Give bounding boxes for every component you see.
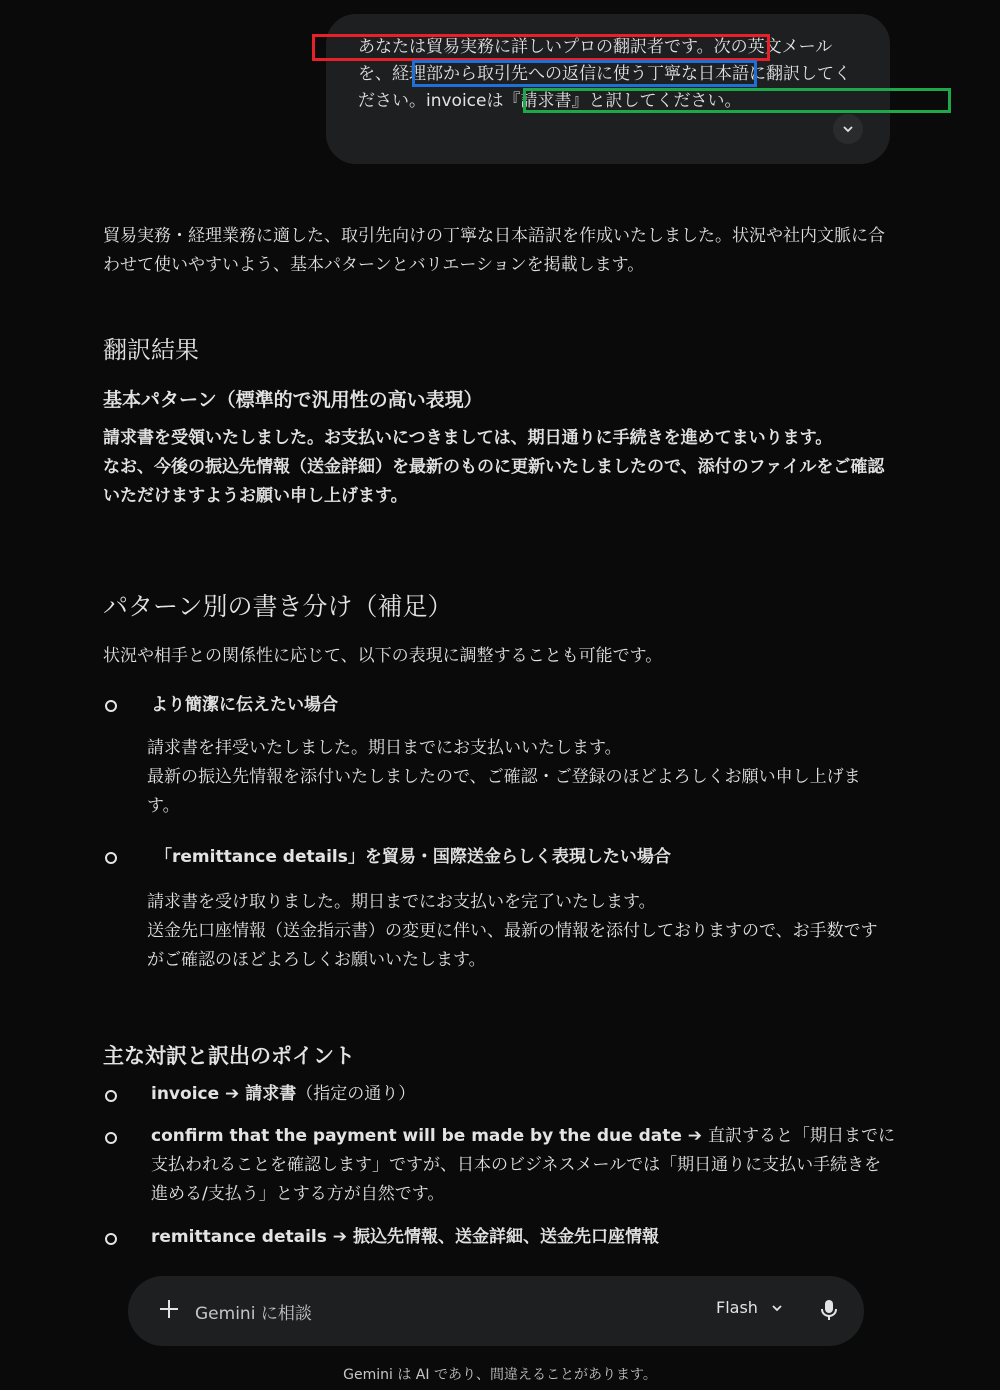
points-heading: 主な対訳と訳出のポイント	[103, 1044, 355, 1068]
point-text: invoice ➔ 請求書（指定の通り）	[151, 1084, 416, 1104]
bullet-icon	[105, 1132, 117, 1144]
expand-prompt-button[interactable]	[833, 114, 863, 144]
chat-input-bar[interactable]	[128, 1276, 864, 1346]
pattern-text	[147, 888, 892, 975]
pattern-line-2: 最新の振込先情報を添付いたしましたので、ご確認・ご登録のほどよろしくお願い申し上げます。	[147, 767, 861, 816]
basic-pattern-text	[103, 424, 893, 511]
point-text: remittance details ➔ 振込先情報、送金詳細、送金先口座情報	[151, 1227, 659, 1247]
model-selector-button[interactable]	[716, 1298, 784, 1317]
chevron-down-icon	[770, 1301, 784, 1315]
bullet-icon	[105, 1090, 117, 1102]
pattern-line-1: 請求書を受け取りました。期日までにお支払いを完了いたします。	[147, 892, 656, 912]
disclaimer-text: Gemini は AI であり、間違えることがあります。	[343, 1367, 657, 1383]
basic-pattern-heading: 基本パターン（標準的で汎用性の高い表現）	[103, 389, 483, 411]
pattern-line-2: 送金先口座情報（送金指示書）の変更に伴い、最新の情報を添付しておりますので、お手数ですがご確認のほどよろしくお願いいたします。	[147, 921, 878, 970]
user-prompt-text: あなたは貿易実務に詳しいプロの翻訳者です。次の英文メールを、経理部から取引先への返信に使う丁寧な日本語に翻訳してください。invoiceは『請求書』と訳してください。	[358, 37, 851, 111]
result-heading: 翻訳結果	[103, 336, 199, 364]
bullet-icon	[105, 700, 117, 712]
point-text: confirm that the payment will be made by the due date ➔ 直訳すると「期日までに支払われることを確認します」ですが、日本のビジネスメールでは「期日通りに支払い手続きを進める/支払う」とする方が自然です。	[151, 1126, 895, 1204]
chat-input-placeholder[interactable]: Gemini に相談	[195, 1304, 312, 1324]
pattern-label: より簡潔に伝えたい場合	[151, 695, 338, 715]
response-intro: 貿易実務・経理業務に適した、取引先向けの丁寧な日本語訳を作成いたしました。状況や社内文脈に合わせて使いやすいよう、基本パターンとバリエーションを掲載します。	[103, 226, 885, 275]
bullet-icon	[105, 1233, 117, 1245]
basic-line-1: 請求書を受領いたしました。お支払いにつきましては、期日通りに手続きを進めてまいります。	[103, 428, 833, 448]
chevron-down-icon	[841, 122, 855, 136]
pattern-heading: パターン別の書き分け（補足）	[103, 592, 453, 621]
pattern-line-1: 請求書を拝受いたしました。期日までにお支払いいたします。	[147, 738, 622, 758]
model-response	[103, 222, 895, 1247]
pattern-intro: 状況や相手との関係性に応じて、以下の表現に調整することも可能です。	[103, 646, 663, 666]
pattern-label: 「remittance details」を貿易・国際送金らしく表現したい場合	[155, 847, 671, 867]
microphone-icon[interactable]	[818, 1298, 840, 1322]
model-name: Flash	[716, 1298, 758, 1317]
basic-line-2: なお、今後の振込先情報（送金詳細）を最新のものに更新いたしましたので、添付のファイルをご確認いただけますようお願い申し上げます。	[103, 457, 885, 506]
bullet-icon	[105, 852, 117, 864]
plus-icon[interactable]	[158, 1298, 180, 1320]
pattern-text	[147, 734, 892, 821]
user-prompt-bubble	[326, 14, 890, 164]
